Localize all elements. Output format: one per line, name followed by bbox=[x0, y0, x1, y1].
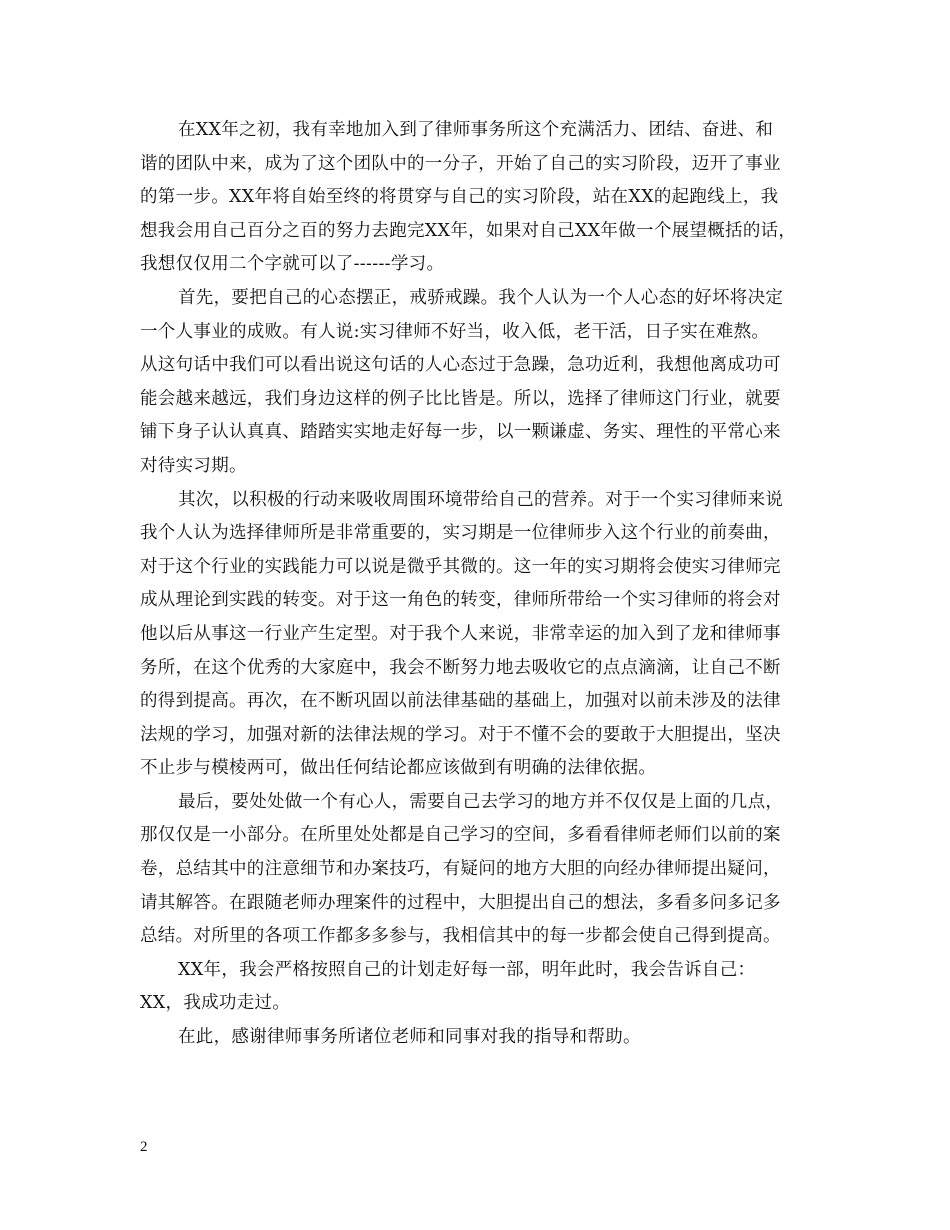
text-line: 我想仅仅用二个字就可以了------学习。 bbox=[140, 254, 445, 275]
document-body bbox=[140, 114, 812, 1055]
text-line: 那仅仅是一小部分。在所里处处都是自己学习的空间，多看看律师老师们以前的案 bbox=[140, 825, 781, 846]
text-line: 其次，以积极的行动来吸收周围环境带给自己的营养。对于一个实习律师来说 bbox=[178, 489, 784, 510]
text-line: XX，我成功走过。 bbox=[140, 993, 291, 1014]
text-line: 想我会用自己百分之百的努力去跑完XX年，如果对自己XX年做一个展望概括的话， bbox=[140, 220, 797, 241]
text-line: 在XX年之初，我有幸地加入到了律师事务所这个充满活力、团结、奋进、和 bbox=[178, 120, 774, 140]
text-line: 卷，总结其中的注意细节和办案技巧，有疑问的地方大胆的向经办律师提出疑问， bbox=[140, 859, 781, 880]
page-number: 2 bbox=[140, 1139, 148, 1155]
text-line: 的得到提高。再次，在不断巩固以前法律基础的基础上，加强对以前未涉及的法律 bbox=[140, 691, 781, 712]
paragraph-1 bbox=[140, 114, 812, 282]
text-line: 从这句话中我们可以看出说这句话的人心态过于急躁，急功近利，我想他离成功可 bbox=[140, 355, 781, 376]
text-line: 总结。对所里的各项工作都多多参与，我相信其中的每一步都会使自己得到提高。 bbox=[140, 926, 781, 947]
paragraph-5 bbox=[140, 954, 812, 1021]
text-line: 首先，要把自己的心态摆正，戒骄戒躁。我个人认为一个人心态的好坏将决定 bbox=[178, 287, 784, 308]
text-line: 他以后从事这一行业产生定型。对于我个人来说，非常幸运的加入到了龙和律师事 bbox=[140, 623, 781, 644]
text-line: 法规的学习，加强对新的法律法规的学习。对于不懂不会的要敢于大胆提出，坚决 bbox=[140, 724, 781, 745]
paragraph-6 bbox=[140, 1021, 812, 1055]
text-line: 一个人事业的成败。有人说:实习律师不好当，收入低，老干活，日子实在难熬。 bbox=[140, 321, 770, 342]
text-line: 不止步与模棱两可，做出任何结论都应该做到有明确的法律依据。 bbox=[140, 758, 657, 779]
text-line: 在此，感谢律师事务所诸位老师和同事对我的指导和帮助。 bbox=[178, 1027, 641, 1048]
text-line: 成从理论到实践的转变。对于这一角色的转变，律师所带给一个实习律师的将会对 bbox=[140, 590, 781, 611]
text-line: 我个人认为选择律师所是非常重要的，实习期是一位律师步入这个行业的前奏曲， bbox=[140, 523, 781, 544]
text-line: 最后，要处处做一个有心人，需要自己去学习的地方并不仅仅是上面的几点， bbox=[178, 791, 784, 812]
paragraph-2 bbox=[140, 282, 812, 484]
text-line: 对于这个行业的实践能力可以说是微乎其微的。这一年的实习期将会使实习律师完 bbox=[140, 556, 781, 577]
text-line: 能会越来越远，我们身边这样的例子比比皆是。所以，选择了律师这门行业，就要 bbox=[140, 388, 781, 409]
text-line: 谐的团队中来，成为了这个团队中的一分子，开始了自己的实习阶段，迈开了事业 bbox=[140, 153, 781, 174]
paragraph-4 bbox=[140, 786, 812, 954]
text-line: 对待实习期。 bbox=[140, 455, 247, 476]
text-line: 铺下身子认认真真、踏踏实实地走好每一步，以一颗谦虚、务实、理性的平常心来 bbox=[140, 422, 781, 443]
paragraph-3 bbox=[140, 484, 812, 786]
text-line: 务所，在这个优秀的大家庭中，我会不断努力地去吸收它的点点滴滴，让自己不断 bbox=[140, 657, 781, 678]
text-line: XX年，我会严格按照自己的计划走好每一部，明年此时，我会告诉自己： bbox=[178, 959, 756, 980]
text-line: 的第一步。XX年将自始至终的将贯穿与自己的实习阶段，站在XX的起跑线上，我 bbox=[140, 187, 779, 208]
text-line: 请其解答。在跟随老师办理案件的过程中，大胆提出自己的想法，多看多问多记多 bbox=[140, 892, 781, 913]
